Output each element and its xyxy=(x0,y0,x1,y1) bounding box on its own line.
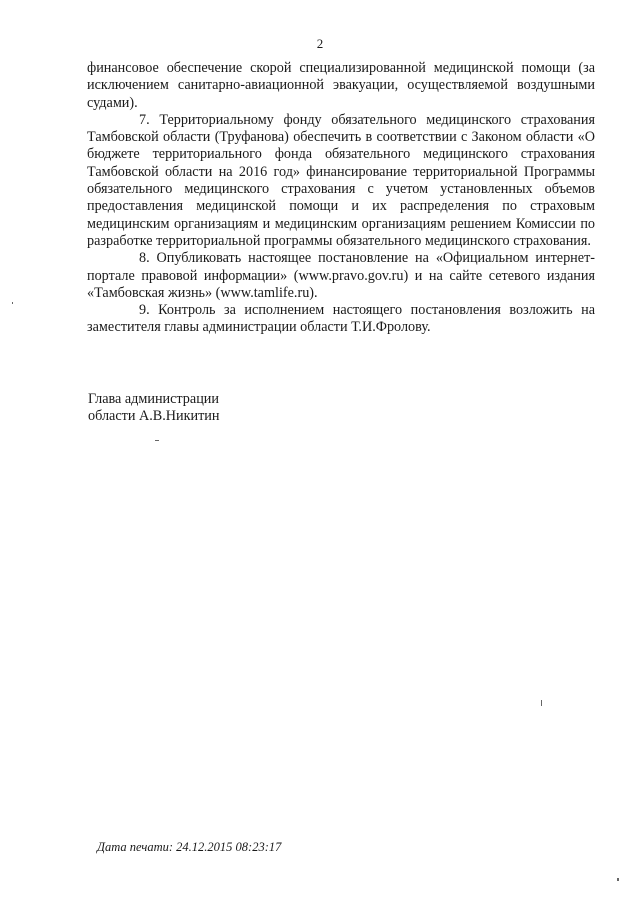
scan-speck xyxy=(541,700,542,706)
scan-speck xyxy=(155,440,159,441)
document-body xyxy=(87,60,595,337)
signature-title: Глава администрации xyxy=(88,391,219,407)
paragraph-item-9: 9. Контроль за исполнением настоящего постановления возложить на заместителя главы администрации области Т.И.Фролову. xyxy=(87,302,595,336)
paragraph-item-7: 7. Территориальному фонду обязательного медицинского страхования Тамбовской области (Труфанова) обеспечить в соответствии с Законом области «О бюджете территориального фонда обязательного медицинского страхования Тамбовской области на 2016 год» финансирование территориальной Программы обязательного медицинского страхования с учетом установленных объемов предоставления медицинской помощи и их распределения по страховым медицинским организациям и медицинским организациям решением Комиссии по разработке территориальной программы обязательного медицинского страхования. xyxy=(87,111,595,249)
paragraph-continuation: финансовое обеспечение скорой специализированной медицинской помощи (за исключением санитарно-авиационной эвакуации, осуществляемой воздушными судами). xyxy=(87,60,595,111)
paragraph-item-8: 8. Опубликовать настоящее постановление на «Официальном интернет-портале правовой информации» (www.pravo.gov.ru) и на сайте сетевого издания «Тамбовская жизнь» (www.tamlife.ru). xyxy=(87,250,595,301)
scan-speck xyxy=(617,878,619,881)
scan-speck xyxy=(12,302,13,304)
signature-name: области А.В.Никитин xyxy=(88,408,220,425)
page-number: 2 xyxy=(316,36,324,51)
signature-block xyxy=(88,391,219,426)
print-date: Дата печати: 24.12.2015 08:23:17 xyxy=(97,840,282,854)
